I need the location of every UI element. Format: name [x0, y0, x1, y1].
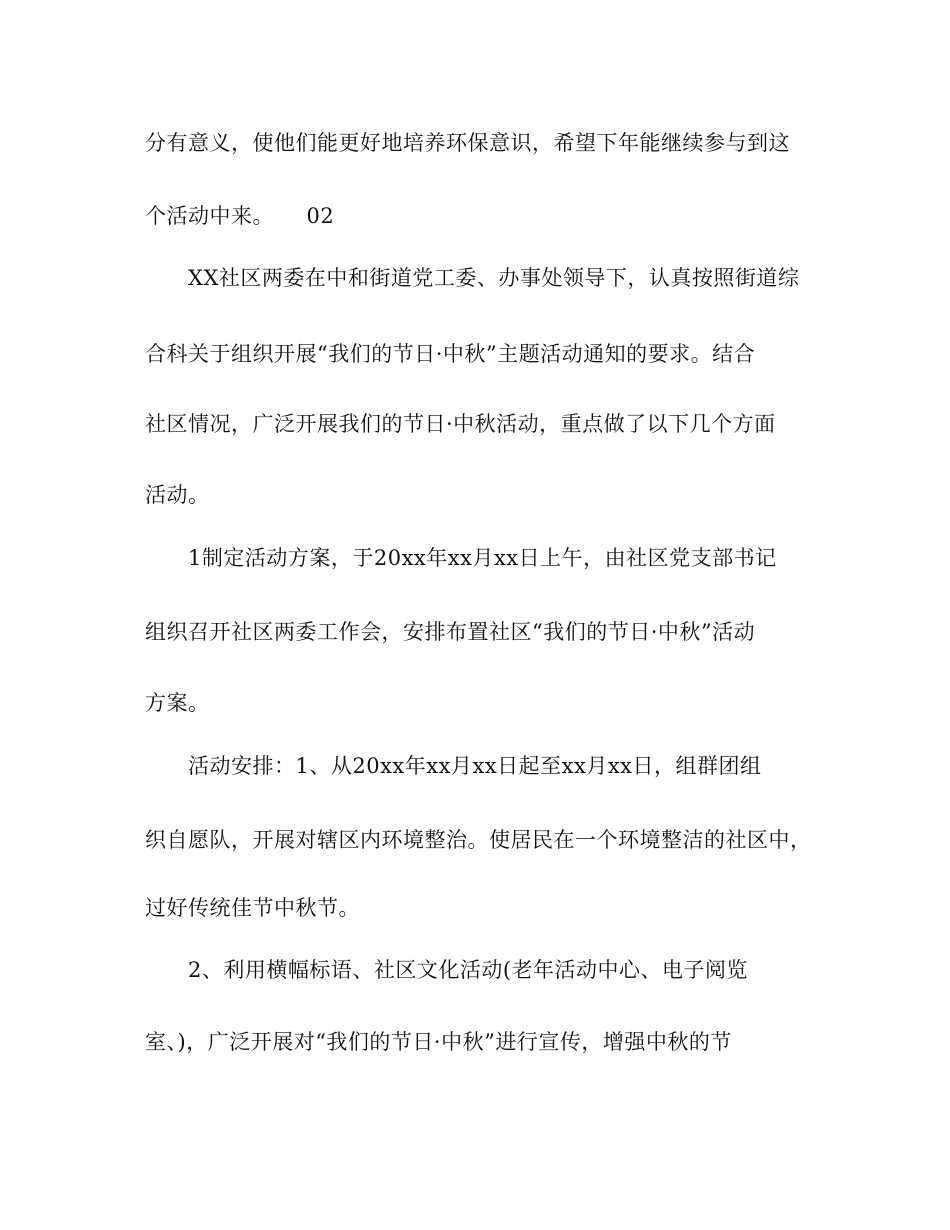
text-line: 社区情况，广泛开展我们的节日·中秋活动，重点做了以下几个方面: [145, 412, 776, 436]
text-line: 室、)，广泛开展对“我们的节日·中秋”进行宣传，增强中秋的节: [145, 1030, 732, 1054]
text-line: 活动。: [145, 483, 210, 507]
text-line: 分有意义，使他们能更好地培养环保意识，希望下年能继续参与到这: [145, 131, 790, 155]
text-line: 过好传统佳节中秋节。: [145, 896, 360, 920]
paragraph-start-line: XX社区两委在中和街道党工委、办事处领导下，认真按照街道综: [188, 266, 800, 290]
paragraph-start-line: 活动安排：1、从20xx年xx月xx日起至xx月xx日，组群团组: [188, 754, 762, 778]
text-line: 组织召开社区两委工作会，安排布置社区“我们的节日·中秋”活动: [145, 620, 756, 644]
paragraph-start-line: 2、利用横幅标语、社区文化活动(老年活动中心、电子阅览: [188, 958, 749, 982]
paragraph-start-line: 1制定活动方案，于20xx年xx月xx日上午，由社区党支部书记: [188, 546, 777, 570]
text-line: 方案。: [145, 691, 210, 715]
text-line: 合科关于组织开展“我们的节日·中秋”主题活动通知的要求。结合: [145, 342, 756, 366]
text-line: 织自愿队，开展对辖区内环境整治。使居民在一个环境整洁的社区中，: [145, 828, 812, 852]
text-line: 个活动中来。 02: [145, 204, 335, 228]
